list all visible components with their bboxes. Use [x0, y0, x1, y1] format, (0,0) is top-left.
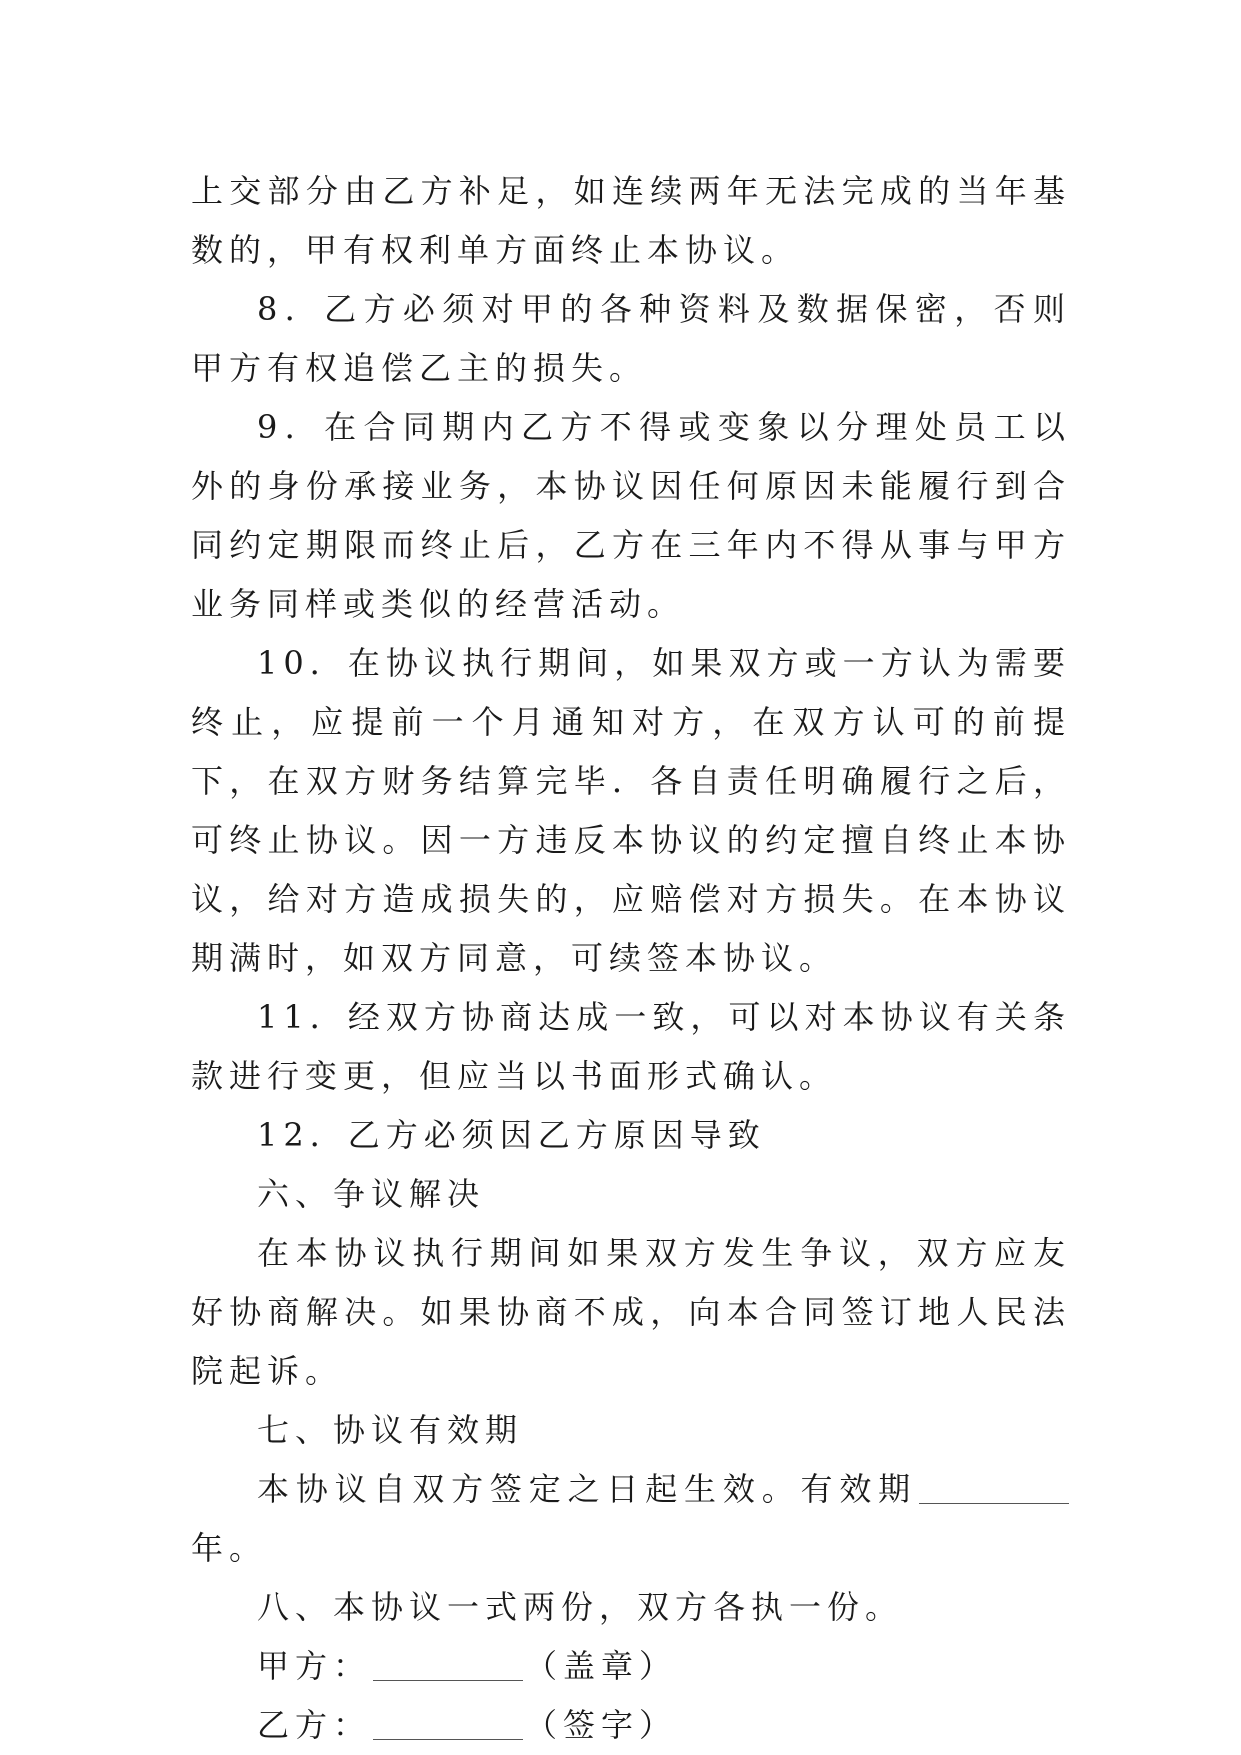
- validity-text: 本协议自双方签定之日起生效。有效期: [257, 1470, 917, 1508]
- dispute-resolution-text: 在本协议执行期间如果双方发生争议，双方应友好协商解决。如果协商不成，向本合同签订地人民法院起诉。: [191, 1234, 1071, 1390]
- paragraph-continuation: 上交部分由乙方补足，如连续两年无法完成的当年基数的，甲有权利单方面终止本协议。: [191, 172, 1071, 269]
- party-a-blank: [373, 1648, 523, 1681]
- party-a-signature-line: [191, 1637, 1071, 1696]
- section-heading-dispute: 六、争议解决: [257, 1175, 486, 1213]
- document-body: [191, 162, 1071, 1755]
- clause-10: 10．在协议执行期间，如果双方或一方认为需要终止，应提前一个月通知对方，在双方认可的前提下，在双方财务结算完毕．各自责任明确履行之后，可终止协议。因一方违反本协议的约定擅自终止本协议，给对方造成损失的，应赔偿对方损失。在本协议期满时，如双方同意，可续签本协议。: [191, 644, 1071, 977]
- party-b-sign-note: （签字）: [525, 1706, 678, 1744]
- validity-years-blank: [919, 1471, 1069, 1504]
- party-b-signature-line: [191, 1696, 1071, 1755]
- clause-11: 11．经双方协商达成一致，可以对本协议有关条款进行变更，但应当以书面形式确认。: [191, 998, 1071, 1095]
- party-a-seal-note: （盖章）: [525, 1647, 678, 1685]
- copies-clause: 八、本协议一式两份，双方各执一份。: [257, 1588, 904, 1626]
- section-heading-validity: 七、协议有效期: [257, 1411, 524, 1449]
- clause-8: 8．乙方必须对甲的各种资料及数据保密，否则甲方有权追偿乙主的损失。: [191, 290, 1071, 387]
- party-a-label: 甲方：: [257, 1647, 372, 1685]
- clause-9: 9．在合同期内乙方不得或变象以分理处员工以外的身份承接业务，本协议因任何原因未能履行到合同约定期限而终止后，乙方在三年内不得从事与甲方业务同样或类似的经营活动。: [191, 408, 1071, 623]
- validity-line: [191, 1460, 1071, 1578]
- validity-unit: 年。: [191, 1529, 268, 1567]
- clause-12: 12．乙方必须因乙方原因导致: [257, 1116, 766, 1154]
- party-b-blank: [373, 1707, 523, 1740]
- party-b-label: 乙方：: [257, 1706, 372, 1744]
